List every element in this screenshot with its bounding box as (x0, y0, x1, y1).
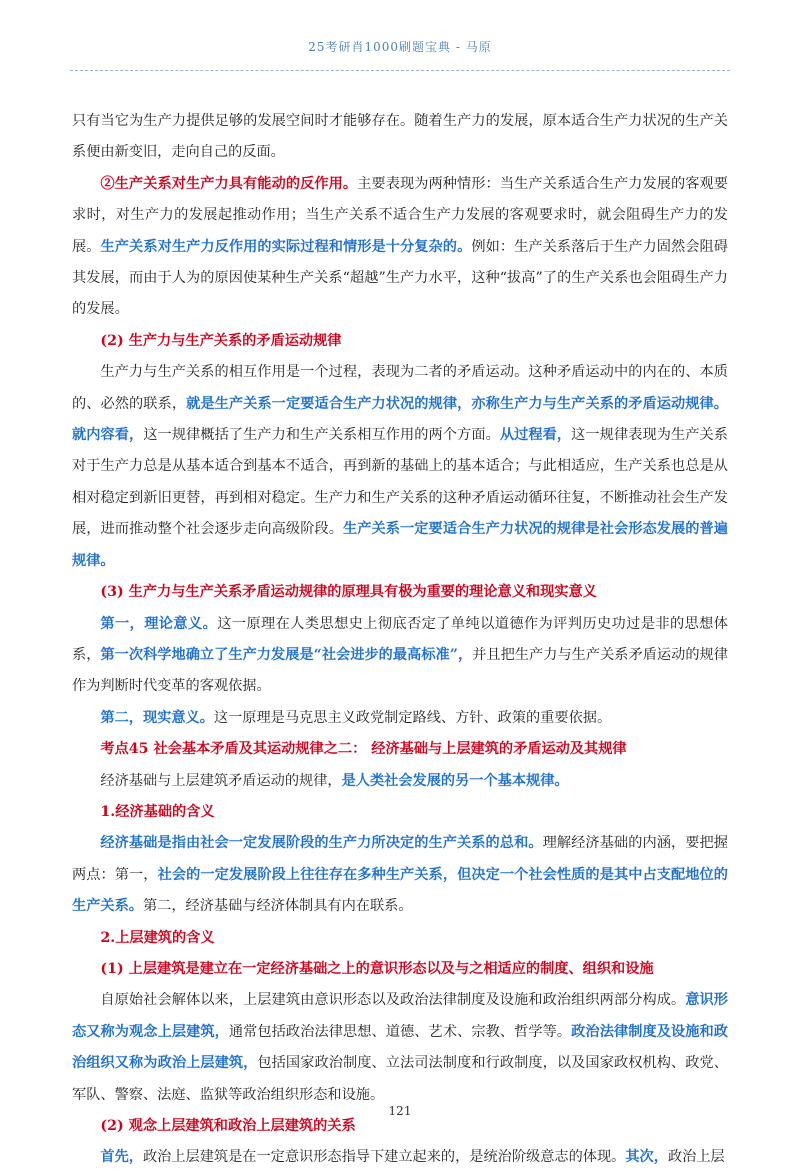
text-run: 这一规律概括了生产力和生产关系相互作用的两个方面。 (143, 427, 500, 444)
text-run: 这一规律表现为生产关系对于生产力总是从基本适合到基本不适合，再到新的基础上的基本适合；与此相适应，生产关系也总是从相对稳定到新旧更替，再到相对稳定。生产力和生产关系的这种矛盾运动循环往复，不断推动社会生产发展，进而推动整个社会逐步走向高级阶段。 (72, 427, 728, 538)
paragraph (72, 985, 728, 1111)
highlighted-text-run: 就是生产关系一定要适合生产力状况的规律，亦称生产力与生产关系的矛盾运动规律。就内容看， (72, 395, 728, 444)
paragraph (72, 169, 728, 326)
text-run: (2) 生产力与生产关系的矛盾运动规律 (100, 332, 342, 349)
text-run: (1) 上层建筑是建立在一定经济基础之上的意识形态以及与之相适应的制度、组织和设施 (100, 960, 654, 977)
paragraph (72, 357, 728, 577)
highlighted-text-run: 生产关系一定要适合生产力状况的规律是社会形态发展的普遍规律。 (72, 521, 728, 569)
paragraph (72, 828, 728, 922)
header-divider (70, 70, 730, 71)
page-number: 121 (388, 1104, 412, 1118)
highlighted-text-run: 意识形态又称为观念上层建筑， (72, 992, 728, 1040)
highlighted-text-run: 政治法律制度及设施和政治组织又称为政治上层建筑， (72, 1023, 728, 1072)
text-run: 考点45 社会基本矛盾及其运动规律之二： 经济基础与上层建筑的矛盾运动及其规律 (100, 741, 627, 758)
highlighted-text-run: 第二，现实意义。 (100, 709, 214, 726)
section-heading (72, 797, 728, 828)
highlighted-text-run: 其次， (625, 1149, 668, 1166)
text-run: 这一原理是马克思主义政党制定路线、方针、政策的重要依据。 (213, 709, 612, 726)
paragraph (72, 703, 728, 734)
text-run: 理解经济基础的内涵，要把握两点：第一， (72, 835, 728, 883)
highlighted-text-run: 经济基础是指由社会一定发展阶段的生产力所决定的生产关系的总和。 (100, 835, 543, 852)
text-run: 生产力与生产关系的相互作用是一个过程，表现为二者的矛盾运动。这种矛盾运动中的内在的、本质的、必然的联系， (72, 364, 728, 412)
text-run: 例如：生产关系落后于生产力固然会阻碍其发展，而由于人为的原因使某种生产关系“超越”生产力水平，这种“拔高”了的生产关系也会阻碍生产力的发展。 (72, 238, 728, 318)
highlighted-text-run: 生产关系对生产力反作用的实际过程和情形是十分复杂的。 (100, 238, 472, 255)
text-run: (3) 生产力与生产关系矛盾运动规律的原理具有极为重要的理论意义和现实意义 (100, 584, 597, 601)
highlighted-text-run: 第一次科学地确立了生产力发展是“社会进步的最高标准”， (100, 646, 473, 663)
paragraph (72, 609, 728, 703)
highlighted-text-run: 第一，理论意义。 (100, 615, 218, 632)
text-run: 第二，经济基础与经济体制具有内在联系。 (142, 898, 413, 915)
highlighted-text-run: 首先， (100, 1149, 143, 1166)
section-heading (72, 923, 728, 954)
text-run: 2.上层建筑的含义 (100, 929, 215, 946)
text-run: 1.经济基础的含义 (100, 803, 215, 820)
highlighted-text-run: 从过程看， (499, 427, 572, 444)
text-run: 这一原理在人类思想史上彻底否定了单纯以道德作为评判历史功过是非的思想体系， (72, 615, 728, 663)
document-body (72, 106, 728, 1174)
section-heading (72, 577, 728, 608)
paragraph (72, 766, 728, 797)
text-run: 政治上层建筑是在一定意识形态指导下建立起来的，是统治阶级意志的体现。 (142, 1149, 626, 1166)
text-run: 自原始社会解体以来，上层建筑由意识形态以及政治法律制度及设施和政治组织两部分构成。 (100, 992, 686, 1009)
section-heading (72, 326, 728, 357)
text-run: 主要表现为两种情形：当生产关系适合生产力发展的客观要求时，对生产力的发展起推动作用；当生产关系不适合生产力发展的客观要求时，就会阻碍生产力的发展。 (72, 175, 728, 255)
paragraph (72, 1142, 728, 1173)
text-run: 经济基础与上层建筑矛盾运动的规律， (100, 772, 342, 789)
paragraph (72, 106, 728, 169)
highlighted-text-run: 是人类社会发展的另一个基本规律。 (341, 772, 569, 789)
section-heading (72, 734, 728, 765)
highlighted-text-run: 社会的一定发展阶段上往往存在多种生产关系，但决定一个社会性质的是其中占支配地位的生产关系。 (72, 866, 728, 915)
section-heading (72, 954, 728, 985)
text-run: 只有当它为生产力提供足够的发展空间时才能够存在。随着生产力的发展，原本适合生产力状况的生产关系便由新变旧，走向自己的反面。 (72, 113, 728, 161)
text-run: 通常包括政治法律思想、道德、艺术、宗教、哲学等。 (228, 1023, 572, 1040)
text-run: 包括国家政治制度、立法司法制度和行政制度，以及国家政权机构、政党、军队、警察、法庭、监狱等政治组织形态和设施。 (72, 1055, 728, 1103)
highlighted-text-run: ②生产关系对生产力具有能动的反作用。 (100, 175, 358, 192)
text-run: 并且把生产力与生产关系矛盾运动的规律作为判断时代变革的客观依据。 (72, 646, 728, 695)
text-run: 政治上层 (667, 1149, 725, 1166)
page-header: 25考研肖1000刷题宝典 - 马原 (308, 40, 492, 54)
text-run: (2) 观念上层建筑和政治上层建筑的关系 (100, 1118, 356, 1134)
